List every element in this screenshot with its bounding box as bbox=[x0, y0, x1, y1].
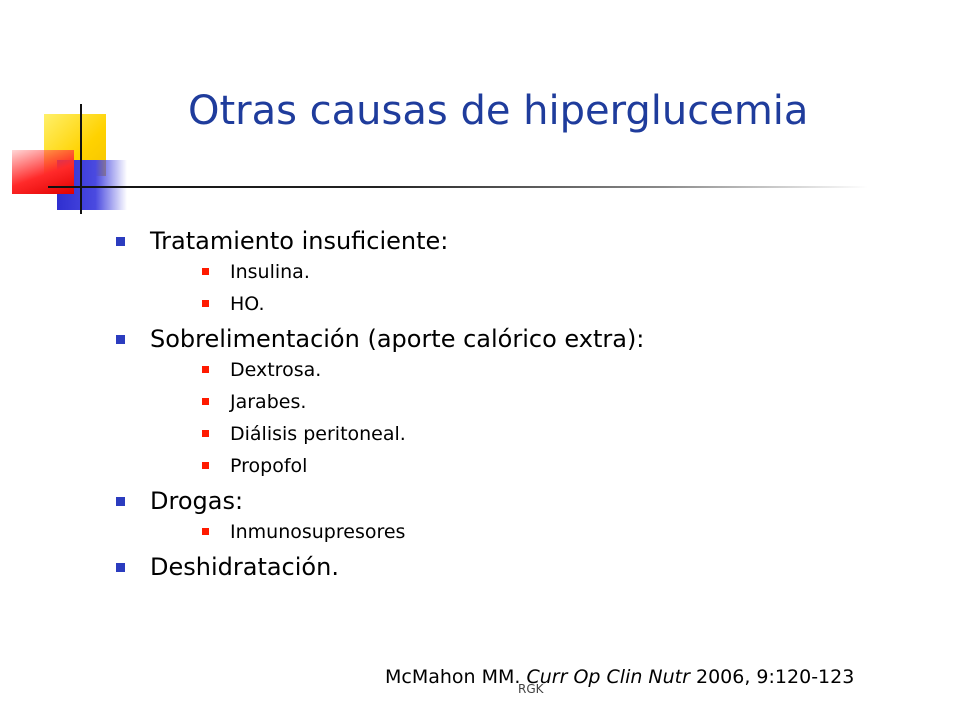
bullet-list bbox=[112, 226, 872, 586]
sub-bullet-item bbox=[150, 256, 872, 288]
square-bullet-icon bbox=[116, 497, 125, 506]
title-underline bbox=[48, 186, 868, 188]
square-bullet-icon bbox=[116, 563, 125, 572]
square-sub-bullet-icon bbox=[202, 268, 209, 275]
sub-bullet-list bbox=[150, 256, 872, 320]
bullet-item bbox=[112, 552, 872, 582]
footer-initials: RGK bbox=[518, 682, 544, 696]
bullet-item bbox=[112, 486, 872, 548]
bullet-item bbox=[112, 226, 872, 320]
sub-bullet-text: Inmunosupresores bbox=[230, 521, 406, 543]
citation-authors: McMahon MM. bbox=[385, 666, 521, 688]
bullet-text: Drogas: bbox=[150, 487, 244, 515]
square-sub-bullet-icon bbox=[202, 366, 209, 373]
bullet-text: Sobrelimentación (aporte calórico extra): bbox=[150, 325, 645, 353]
sub-bullet-text: Jarabes. bbox=[230, 391, 307, 413]
square-sub-bullet-icon bbox=[202, 462, 209, 469]
sub-bullet-item bbox=[150, 288, 872, 320]
square-sub-bullet-icon bbox=[202, 528, 209, 535]
sub-bullet-item bbox=[150, 386, 872, 418]
citation-details: 2006, 9:120-123 bbox=[696, 666, 855, 688]
square-bullet-icon bbox=[116, 335, 125, 344]
sub-bullet-text: Propofol bbox=[230, 455, 308, 477]
sub-bullet-text: HO. bbox=[230, 293, 265, 315]
sub-bullet-item bbox=[150, 516, 872, 548]
slide-title: Otras causas de hiperglucemia bbox=[188, 88, 809, 134]
citation-journal: Curr Op Clin Nutr bbox=[526, 666, 690, 688]
square-sub-bullet-icon bbox=[202, 430, 209, 437]
sub-bullet-list bbox=[150, 516, 872, 548]
bullet-text: Tratamiento insuficiente: bbox=[150, 227, 449, 255]
sub-bullet-text: Diálisis peritoneal. bbox=[230, 423, 406, 445]
sub-bullet-item bbox=[150, 418, 872, 450]
citation bbox=[385, 666, 854, 688]
square-sub-bullet-icon bbox=[202, 300, 209, 307]
sub-bullet-item bbox=[150, 354, 872, 386]
square-sub-bullet-icon bbox=[202, 398, 209, 405]
sub-bullet-text: Dextrosa. bbox=[230, 359, 322, 381]
sub-bullet-text: Insulina. bbox=[230, 261, 310, 283]
vertical-rule bbox=[80, 104, 82, 214]
sub-bullet-item bbox=[150, 450, 872, 482]
sub-bullet-list bbox=[150, 354, 872, 482]
bullet-item bbox=[112, 324, 872, 482]
square-bullet-icon bbox=[116, 237, 125, 246]
bullet-text: Deshidratación. bbox=[150, 553, 339, 581]
